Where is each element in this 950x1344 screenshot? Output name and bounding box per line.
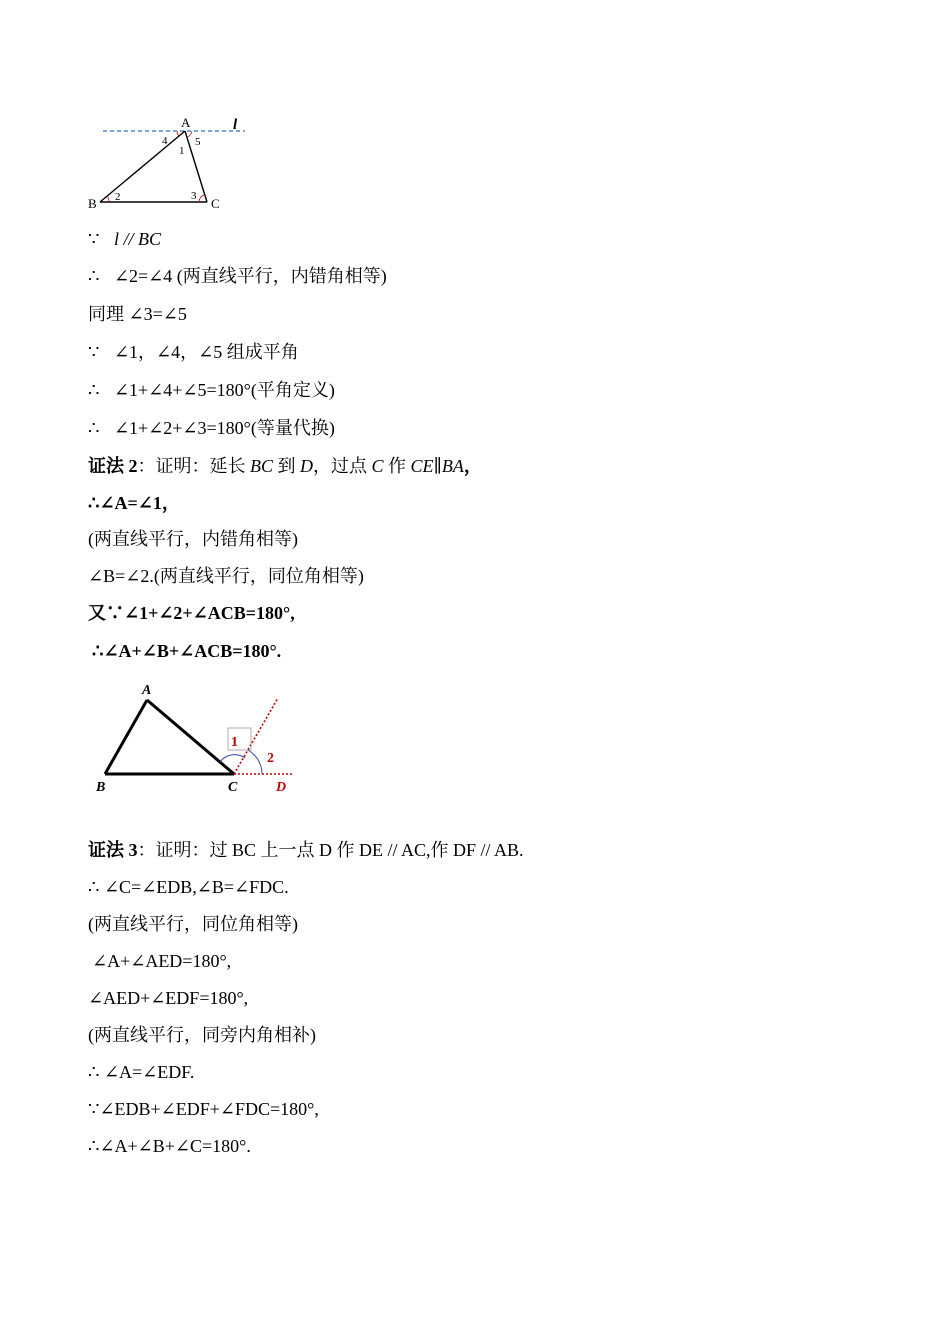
angle-label-4: 4 bbox=[162, 135, 168, 147]
proof3-line5: ∠AED+∠EDF=180°, bbox=[88, 988, 249, 1008]
proof1-line2-text: ∠2=∠4 (两直线平行，内错角相等) bbox=[113, 266, 387, 286]
proof2-line3: (两直线平行，内错角相等) bbox=[88, 529, 298, 549]
angle-label-5: 5 bbox=[195, 136, 201, 148]
proof1-line6-text: ∠1+∠2+∠3=180°(等量代换) bbox=[113, 418, 335, 438]
proof3-line8: ∵∠EDB+∠EDF+∠FDC=180°, bbox=[88, 1099, 319, 1119]
proof3-intro bbox=[88, 839, 524, 861]
proof2-line5: 又∵∠1+∠2+∠ACB=180°, bbox=[88, 603, 295, 623]
angle-arc-1 bbox=[220, 755, 245, 762]
angle-arc-2 bbox=[107, 196, 109, 202]
angle-arc-5 bbox=[187, 131, 192, 137]
proof1-line5-text: ∠1+∠4+∠5=180°(平角定义) bbox=[113, 380, 335, 400]
label-d: D bbox=[276, 780, 287, 795]
side-ac bbox=[147, 700, 234, 774]
angle-label-1: 1 bbox=[231, 735, 238, 750]
angle-label-2: 2 bbox=[267, 751, 274, 766]
angle-label-3: 3 bbox=[191, 190, 197, 202]
proof1-line1-text: l // BC bbox=[113, 229, 161, 249]
label-a: A bbox=[142, 683, 152, 698]
proof2-intro: 证法 2：证明：延长 BC 到 D，过点 C 作 CE∥BA， bbox=[88, 456, 482, 476]
label-c: C bbox=[211, 196, 220, 211]
therefore-symbol: ∴ bbox=[88, 380, 100, 400]
therefore-symbol: ∴ bbox=[88, 418, 100, 438]
proof3-line3: (两直线平行，同位角相等) bbox=[88, 914, 298, 934]
proof2-line2: ∴∠A=∠1， bbox=[88, 493, 180, 513]
proof3-line6: (两直线平行，同旁内角相补) bbox=[88, 1025, 316, 1045]
angle-label-2: 2 bbox=[115, 191, 121, 203]
angle-arc-2 bbox=[248, 750, 262, 774]
proof1-line5 bbox=[88, 379, 335, 401]
label-l: l bbox=[233, 117, 238, 133]
angle-label-1: 1 bbox=[179, 145, 185, 157]
figure-2-triangle bbox=[88, 678, 303, 798]
proof3-line9: ∴∠A+∠B+∠C=180°. bbox=[88, 1136, 251, 1156]
proof1-line4 bbox=[88, 341, 299, 363]
proof3-intro-text: ：证明：过 BC 上一点 D 作 DE // AC,作 DF // AB. bbox=[137, 840, 524, 860]
proof3-line4: ∠A+∠AED=180°, bbox=[92, 951, 232, 971]
proof3-heading: 证法 3 bbox=[88, 840, 138, 860]
proof1-line4-text: ∠1，∠4，∠5 组成平角 bbox=[113, 342, 299, 362]
angle-arc-4 bbox=[177, 131, 179, 136]
proof2-heading: 证法 2 bbox=[88, 456, 138, 476]
label-a: A bbox=[181, 115, 191, 130]
proof1-line1 bbox=[88, 228, 161, 250]
therefore-symbol: ∴ bbox=[88, 266, 100, 286]
angle-arc-3 bbox=[199, 195, 204, 202]
label-b: B bbox=[88, 196, 97, 211]
label-b: B bbox=[96, 780, 106, 795]
proof3-line2: ∴ ∠C=∠EDB,∠B=∠FDC. bbox=[88, 877, 289, 897]
proof1-line3-text: 同理 ∠3=∠5 bbox=[88, 304, 187, 324]
proof1-line2 bbox=[88, 265, 387, 287]
because-symbol: ∵ bbox=[88, 229, 100, 249]
because-symbol: ∵ bbox=[88, 342, 100, 362]
proof1-line6 bbox=[88, 417, 335, 439]
label-c: C bbox=[228, 780, 238, 795]
figure-1-triangle bbox=[85, 112, 255, 212]
proof1-line3 bbox=[88, 303, 187, 325]
side-ab bbox=[105, 700, 147, 774]
proof2-line6: ∴∠A+∠B+∠ACB=180°. bbox=[92, 641, 282, 661]
proof3-line7: ∴ ∠A=∠EDF. bbox=[88, 1062, 195, 1082]
side-ab bbox=[100, 131, 185, 202]
proof2-line4: ∠B=∠2.(两直线平行，同位角相等) bbox=[88, 566, 364, 586]
